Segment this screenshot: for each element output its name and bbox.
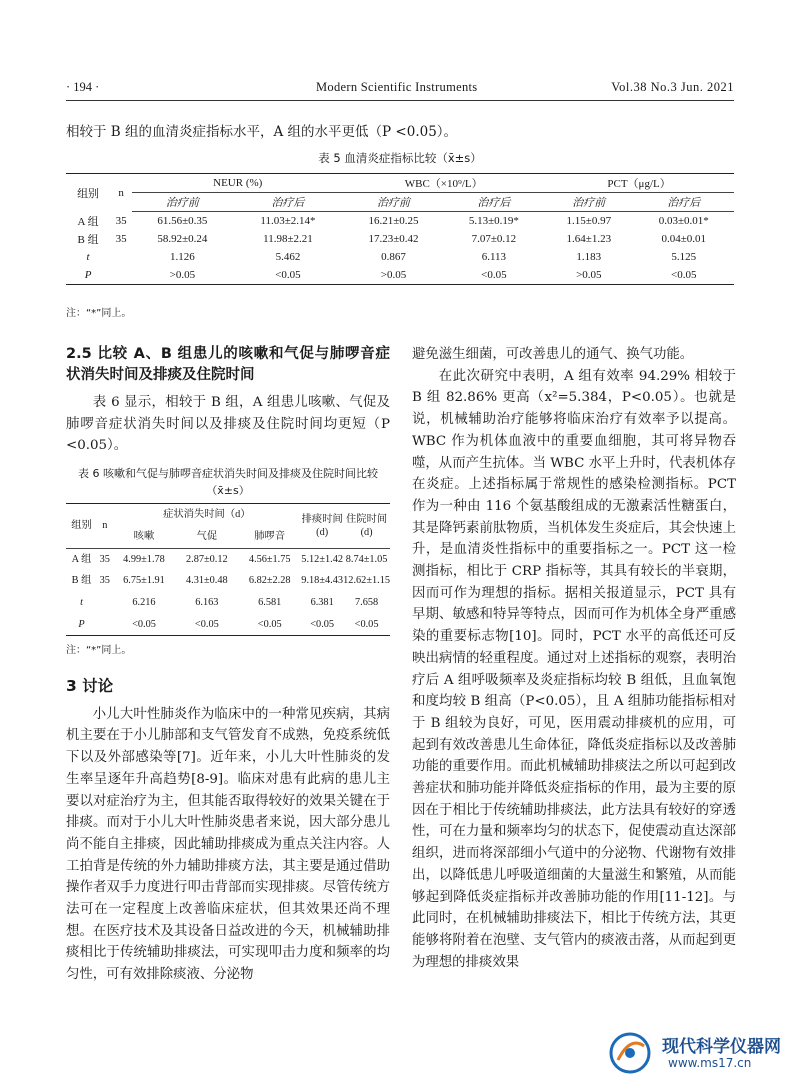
table-cell: t [80, 596, 83, 608]
t5-head-neur: NEUR (%) [132, 174, 343, 193]
t6-head-n: n [97, 504, 113, 548]
table-cell: 17.23±0.42 [368, 233, 419, 245]
table-cell: <0.05 [175, 614, 238, 636]
section-3-title: 3 讨论 [66, 677, 114, 696]
t6-head-symptom: 症状消失时间（d） [113, 504, 302, 526]
journal-name: Modern Scientific Instruments [316, 80, 478, 94]
table-cell: 16.21±0.25 [368, 215, 419, 227]
section-2-5-paragraph: 表 6 显示，相较于 B 组，A 组患儿咳嗽、气促及肺啰音症状消失时间以及排痰及住院时间均更短（P <0.05）。 [66, 395, 390, 454]
table-cell [97, 592, 113, 614]
table-cell: A 组 [71, 553, 92, 565]
table-row [66, 230, 734, 248]
table-cell: 35 [115, 233, 127, 245]
table5-caption: 表 5 血清炎症指标比较（x̄±s） [318, 151, 482, 165]
volume-info: Vol.38 No.3 Jun. 2021 [611, 80, 734, 94]
t6-head-group: 组别 [66, 504, 97, 548]
t6-sub: 咳嗽 [113, 526, 176, 548]
table-cell: >0.05 [132, 266, 232, 285]
t5-head-pct: PCT（μg/L） [544, 174, 734, 193]
t5-head-wbc: WBC（×10⁹/L） [343, 174, 544, 193]
section-3-paragraph: 小儿大叶性肺炎作为临床中的一种常见疾病，其病机主要在于小儿肺部和支气管发育不成熟，免疫系统低下以及外部感染等[7]。近年来，小儿大叶性肺炎的发生率呈逐年升高趋势[8-9]。临床对患有此病的患儿主要以对症治疗为主，但其能否取得较好的效果关键在于排痰。而对于小儿大叶性肺炎患者来说，因大部分患儿尚不能自主排痰，因此辅助排痰成为重点关注内容。人工拍背是传统的外力辅助排痰方法，其主要是通过借助操作者双手力度进行叩击背部而实现排痰。尽管传统方法可在一定程度上改善临床症状，但其效果还尚不理想。在医疗技术及其设备日益改进的今天，机械辅助排痰相比于传统辅助排痰法，可实现叩击力度和频率的均匀性，可有效排除痰液、分泌物 [66, 706, 390, 983]
table-cell: <0.05 [634, 266, 735, 285]
right-paragraph-continuation: 避免滋生细菌，可改善患儿的通气、换气功能。 [412, 347, 694, 362]
table-cell: 5.12±1.42 [301, 553, 343, 565]
t6-sub: 气促 [175, 526, 238, 548]
t5-head-group: 组别 [66, 174, 110, 212]
table-cell: 11.98±2.21 [263, 233, 313, 245]
table-cell: 6.216 [132, 596, 156, 608]
t5-sub: 治疗前 [544, 193, 633, 212]
table-row [66, 570, 390, 592]
table-cell: 1.183 [576, 251, 602, 263]
table-cell: 4.99±1.78 [123, 553, 165, 565]
table-cell: 61.56±0.35 [157, 215, 208, 227]
table-cell: 35 [115, 214, 127, 227]
t5-sub: 治疗后 [444, 193, 544, 212]
left-column [66, 344, 390, 986]
table-cell: 6.581 [258, 596, 282, 608]
page-number: · 194 · [66, 80, 100, 94]
header-rule [66, 100, 734, 101]
table-cell: P [66, 266, 110, 285]
table-cell: 1.64±1.23 [566, 233, 612, 245]
table-cell: 6.381 [310, 596, 334, 608]
table-cell: 5.462 [275, 251, 301, 263]
table6-caption: 表 6 咳嗽和气促与肺啰音症状消失时间及排痰及住院时间比较（x̄±s） [78, 467, 378, 498]
section-2-5-title: 2.5 比较 A、B 组患儿的咳嗽和气促与肺啰音症状消失时间及排痰及住院时间 [66, 346, 390, 383]
table5-note: 注：“*”同上。 [66, 308, 132, 319]
table-cell: 12.62±1.15 [343, 575, 390, 587]
right-column [412, 344, 736, 973]
table-cell: 35 [99, 553, 110, 565]
table-cell: 5.125 [671, 251, 697, 263]
t5-head-n: n [110, 174, 132, 212]
table-cell: >0.05 [343, 266, 443, 285]
table-cell: 5.13±0.19* [468, 215, 519, 227]
intro-sentence: 相较于 B 组的血清炎症指标水平，A 组的水平更低（P <0.05）。 [66, 124, 458, 140]
table-row [66, 614, 390, 636]
table-cell: <0.05 [238, 614, 301, 636]
watermark-url: www.ms17.cn [668, 1056, 752, 1070]
table-cell: 0.867 [381, 251, 406, 263]
logo-icon [606, 1030, 656, 1076]
table-cell: 0.04±0.01 [661, 233, 707, 245]
table-row [66, 248, 734, 266]
table-cell: A 组 [77, 215, 99, 228]
table-cell: 6.113 [481, 251, 507, 263]
table-cell: 6.82±2.28 [248, 575, 291, 587]
table-row [66, 266, 734, 285]
table-cell [110, 248, 132, 266]
table-row [66, 548, 390, 570]
table-cell: 7.658 [354, 596, 379, 608]
watermark-title: 现代科学仪器网 [662, 1037, 781, 1057]
t6-head-sputum: 排痰时间(d) [301, 504, 343, 548]
table-cell: 11.03±2.14* [260, 215, 316, 227]
table5 [66, 173, 734, 285]
table-cell: <0.05 [113, 614, 176, 636]
t5-sub: 治疗后 [634, 193, 735, 212]
table6-note: 注：“*”同上。 [66, 645, 132, 657]
table-row [66, 212, 734, 231]
t6-head-hospital: 住院时间(d) [343, 504, 390, 548]
table-cell: 35 [99, 575, 110, 587]
table-cell: <0.05 [301, 614, 343, 636]
t5-sub: 治疗前 [343, 193, 443, 212]
t6-sub: 肺啰音 [238, 526, 301, 548]
table-cell: 6.163 [195, 596, 219, 608]
table-cell: 1.15±0.97 [566, 215, 612, 227]
table-cell: 8.74±1.05 [345, 553, 388, 565]
table-cell: <0.05 [343, 614, 390, 636]
table-cell: 9.18±4.43 [301, 575, 343, 587]
table-cell: >0.05 [544, 266, 633, 285]
t5-sub: 治疗后 [233, 193, 344, 212]
table-cell: 4.56±1.75 [248, 553, 291, 565]
table-cell [110, 266, 132, 285]
table-cell: B 组 [71, 575, 92, 587]
watermark-logo [606, 1030, 796, 1076]
table-row [66, 592, 390, 614]
table-cell [97, 614, 113, 636]
table-cell: 2.87±0.12 [185, 553, 228, 565]
table-cell: 4.31±0.48 [185, 575, 228, 587]
table-cell: t [86, 251, 90, 263]
table-cell: 58.92±0.24 [157, 233, 208, 245]
table-cell: 0.03±0.01* [658, 215, 709, 227]
table-cell: 7.07±0.12 [471, 233, 517, 245]
table-cell: <0.05 [233, 266, 344, 285]
table-cell: 6.75±1.91 [123, 575, 165, 587]
table-cell: <0.05 [444, 266, 544, 285]
table6 [66, 503, 390, 636]
right-paragraph-discussion: 在此次研究中表明，A 组有效率 94.29% 相较于 B 组 82.86% 更高（x²=5.384，P<0.05）。也就是说，机械辅助治疗能够将临床治疗有效率予以提高。WBC 作为机体血液中的重要血细胞，其可将异物吞噬，从而产生抗体。当 WBC 水平上升时，代表机体存在炎症。上述指标属于常规性的感染检测指标。PCT 作为一种由 116 个氨基酸组成的无激素活性糖蛋白，其是降钙素前肽物质，当机体发生炎症后，其会快速上升，是血清炎性指标中的重要指标之一。PCT 这一检测指标，相比于 CRP 指标等，其具有较长的半衰期，因而可作为理想的指标。据相关报道显示，PCT 具有早期、敏感和特异等特点，因而可作为机体全身严重感染的重要标志物[10]。同时，PCT 水平的高低还可反映出病情的轻重程度。通过对上述指标的观察，表明治疗后 A 组呼吸频率及炎症指标均较 B 组低，且血氧饱和度均较 B 组高（P<0.05），且 A 组肺功能指标相对于 B 组较为良好，可见，医用震动排痰机的应用，可起到有效改善患儿生命体征，降低炎症指标以及改善肺功能的重要作用。而此机械辅助排痰法之所以可起到改善症状和肺功能并降低炎症指标的作用，最为主要的原因在于相比于传统辅助排痰法，此方法具有较好的穿透性，可在力量和频率均匀的状态下，促使震动直达深部组织，进而将深部细小气道中的分泌物、代谢物有效排出，以降低患儿呼吸道细菌的大量滋生和繁殖，从而能够起到降低炎症指标并改善肺功能的作用[11-12]。与此同时，在机械辅助排痰法下，相比于传统方法，其更能够将附着在泡壁、支气管内的痰液击落，从而起到更为理想的排痰效果 [412, 368, 736, 970]
table-cell: 1.126 [170, 251, 195, 263]
table-cell: P [66, 614, 97, 636]
table-cell: B 组 [77, 234, 99, 246]
t5-sub: 治疗前 [132, 193, 232, 212]
